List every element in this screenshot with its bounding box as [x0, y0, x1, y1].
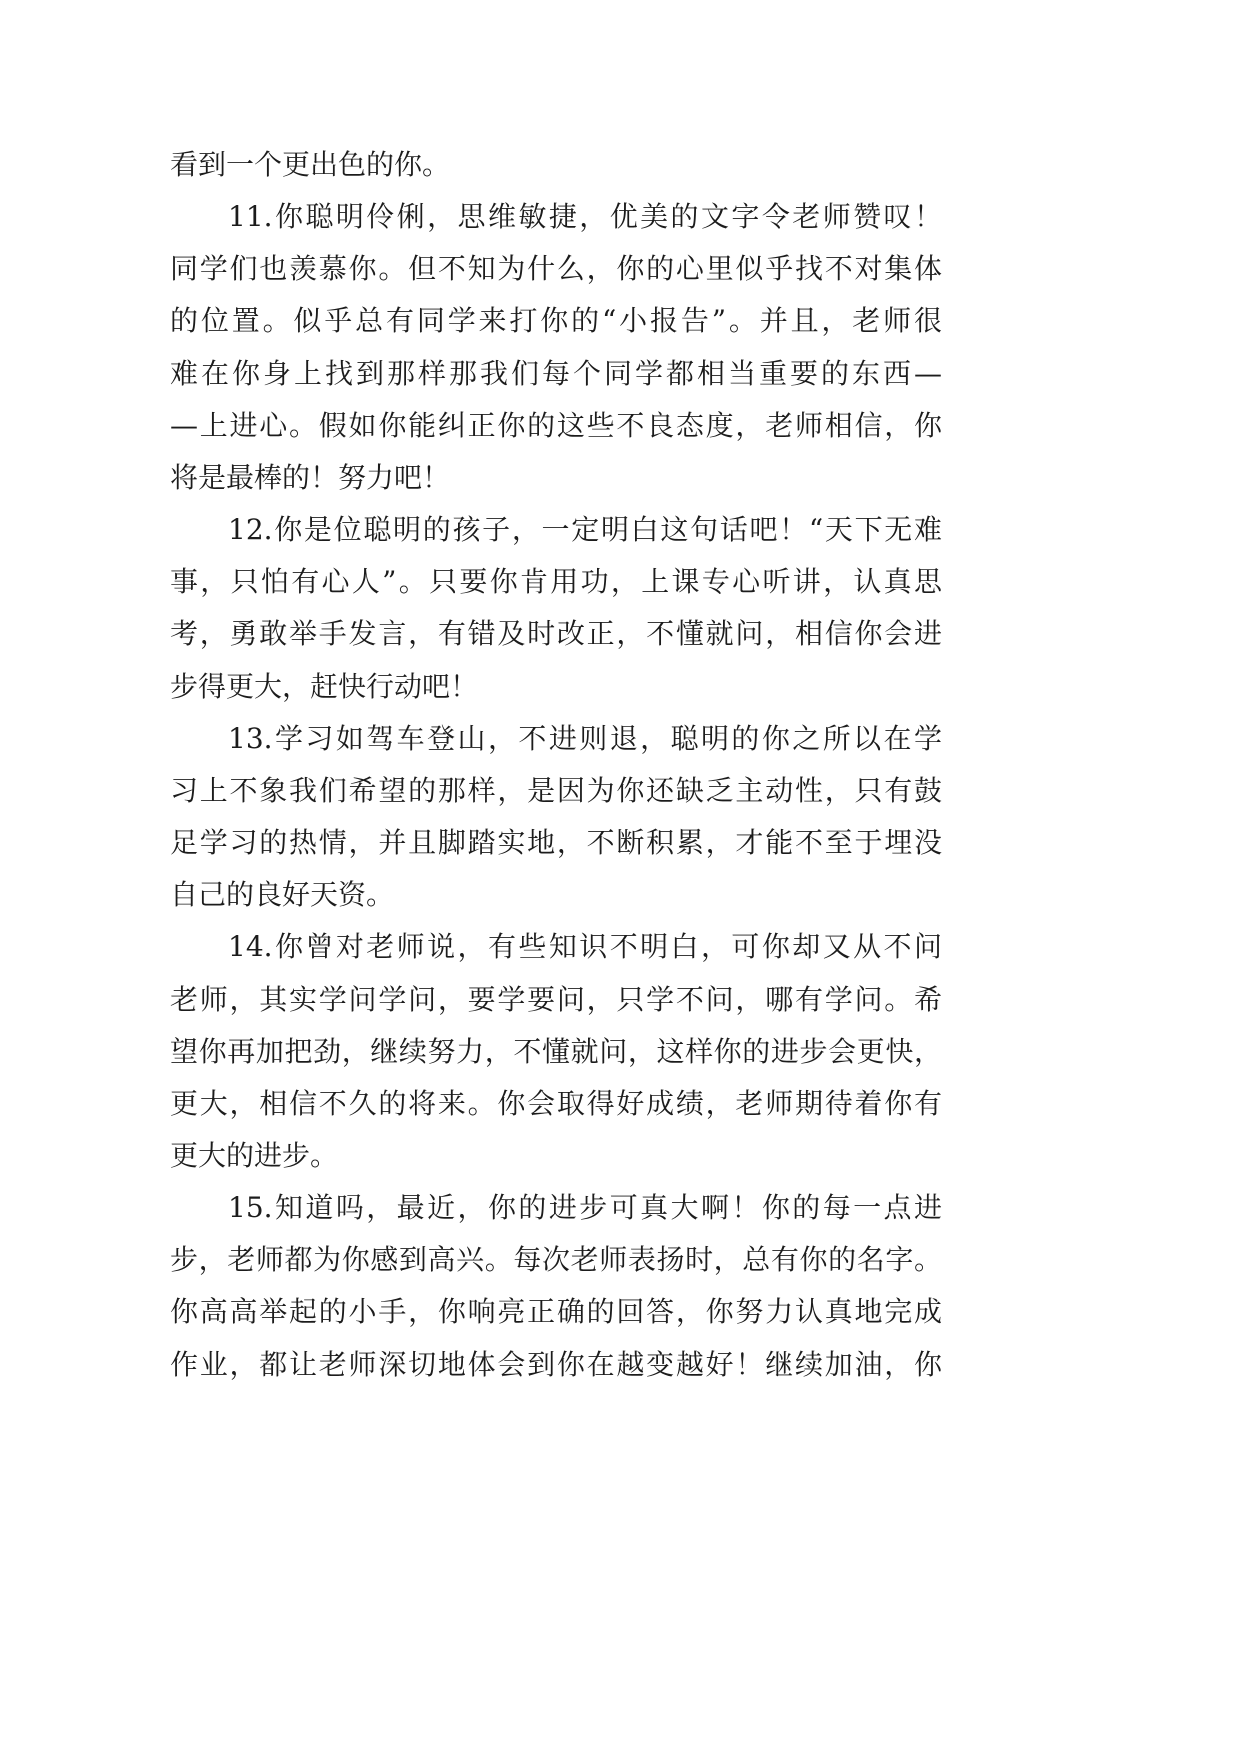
line-text: 你聪明伶俐，思维敏捷，优美的文字令老师赞叹！	[272, 200, 942, 234]
item-first-line	[170, 504, 942, 556]
item-first-line	[170, 1182, 942, 1234]
text-line: 将是最棒的！努力吧！	[170, 460, 451, 494]
item-first-line	[170, 713, 942, 765]
text-line: 更大，相信不久的将来。你会取得好成绩，老师期待着你有	[170, 1086, 942, 1120]
text-line: 同学们也羡慕你。但不知为什么，你的心里似乎找不对集体	[170, 252, 942, 286]
text-line: 事，只怕有心人”。只要你肯用功，上课专心听讲，认真思	[170, 565, 942, 599]
text-line: 步得更大，赶快行动吧！	[170, 669, 479, 703]
item-first-line	[170, 921, 942, 973]
text-line: 的位置。似乎总有同学来打你的“小报告”。并且，老师很	[170, 304, 942, 338]
text-line: 你高高举起的小手，你响亮正确的回答，你努力认真地完成	[170, 1295, 942, 1329]
document-body	[170, 139, 942, 1391]
comment-item-15	[170, 1182, 942, 1391]
text-line: 难在你身上找到那样那我们每个同学都相当重要的东西—	[170, 356, 942, 390]
text-line: 望你再加把劲，继续努力，不懂就问，这样你的进步会更快，	[170, 1034, 942, 1068]
line-text: 你是位聪明的孩子，一定明白这句话吧！“天下无难	[272, 513, 942, 547]
text-line: 作业，都让老师深切地体会到你在越变越好！继续加油，你	[170, 1347, 942, 1381]
comment-item-12	[170, 504, 942, 713]
item-number: 15.	[228, 1191, 273, 1225]
comment-item-11	[170, 191, 942, 504]
line-text: 知道吗，最近，你的进步可真大啊！你的每一点进	[272, 1191, 942, 1225]
text-line: —上进心。假如你能纠正你的这些不良态度，老师相信，你	[170, 408, 942, 442]
line-text: 学习如驾车登山，不进则退，聪明的你之所以在学	[272, 721, 942, 755]
text-line: 足学习的热情，并且脚踏实地，不断积累，才能不至于埋没	[170, 826, 942, 860]
text-line: 更大的进步。	[170, 1138, 339, 1172]
text-line: 老师，其实学问学问，要学要问，只学不问，哪有学问。希	[170, 982, 942, 1016]
line-text: 你曾对老师说，有些知识不明白，可你却又从不问	[272, 930, 942, 964]
continuation-line: 看到一个更出色的你。	[170, 148, 451, 181]
text-line: 习上不象我们希望的那样，是因为你还缺乏主动性，只有鼓	[170, 773, 942, 807]
text-line: 步，老师都为你感到高兴。每次老师表扬时，总有你的名字。	[170, 1243, 942, 1277]
item-number: 12.	[228, 513, 273, 547]
item-number: 13.	[228, 721, 273, 755]
item-number: 14.	[228, 930, 273, 964]
comment-item-13	[170, 713, 942, 922]
text-line: 考，勇敢举手发言，有错及时改正，不懂就问，相信你会进	[170, 617, 942, 651]
text-line: 自己的良好天资。	[170, 878, 395, 912]
comment-item-14	[170, 921, 942, 1182]
item-number: 11.	[228, 200, 273, 234]
item-first-line	[170, 191, 942, 243]
